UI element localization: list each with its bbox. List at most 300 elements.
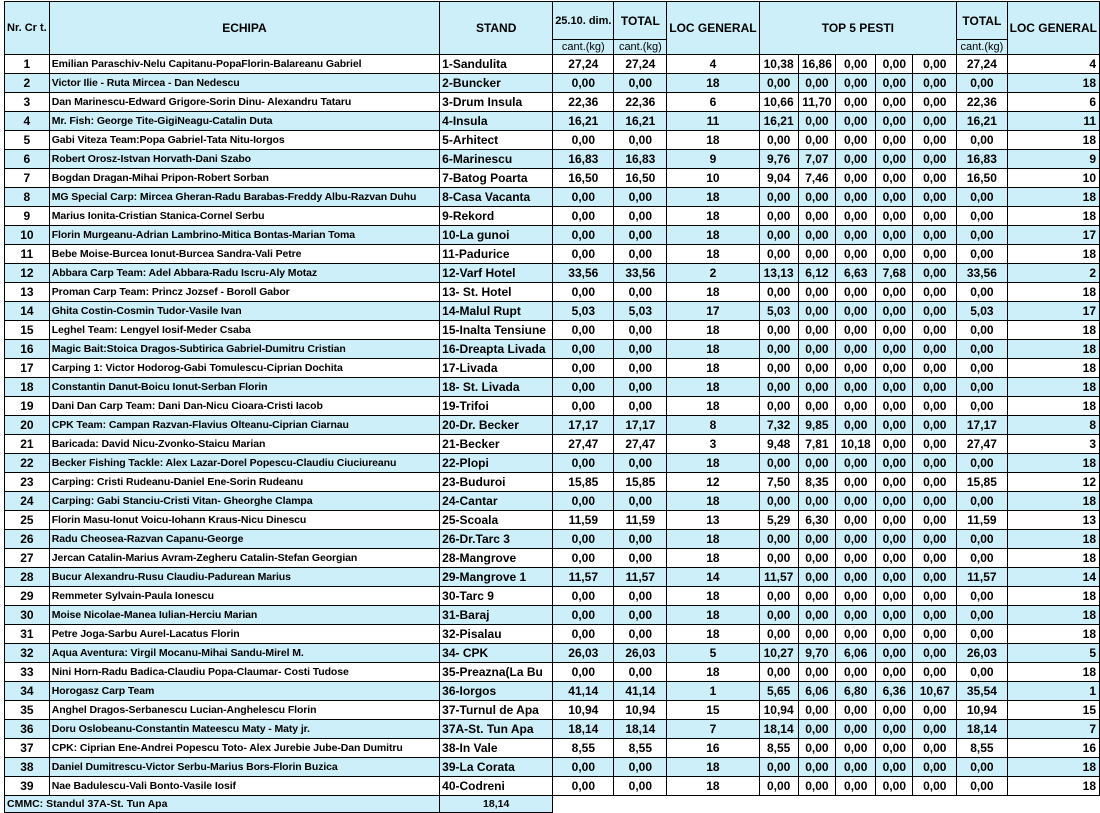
- total-cell: 0,00: [614, 625, 667, 644]
- fish-1-cell: 0,00: [759, 74, 798, 93]
- stand-cell: 22-Plopi: [440, 454, 553, 473]
- fish-5-cell: 0,00: [913, 777, 957, 796]
- header-loc-general-2: LOC GENERAL: [1007, 2, 1099, 55]
- table-row: [5, 682, 1100, 701]
- stand-cell: 20-Dr. Becker: [440, 416, 553, 435]
- dim-cell: 0,00: [553, 397, 614, 416]
- header-unit-total-2: cant.(kg): [957, 40, 1007, 55]
- fish-5-cell: 0,00: [913, 321, 957, 340]
- row-number: 26: [5, 530, 50, 549]
- total-2-cell: 11,59: [957, 511, 1007, 530]
- total-2-cell: 27,24: [957, 55, 1007, 74]
- total-2-cell: 33,56: [957, 264, 1007, 283]
- fish-4-cell: 0,00: [876, 340, 913, 359]
- loc-2-cell: 2: [1007, 264, 1099, 283]
- stand-cell: 34- CPK: [440, 644, 553, 663]
- stand-cell: 21-Becker: [440, 435, 553, 454]
- fish-1-cell: 18,14: [759, 720, 798, 739]
- fish-3-cell: 6,80: [836, 682, 876, 701]
- fish-1-cell: 5,29: [759, 511, 798, 530]
- table-row: [5, 416, 1100, 435]
- fish-4-cell: 0,00: [876, 245, 913, 264]
- team-cell: Robert Orosz-Istvan Horvath-Dani Szabo: [49, 150, 439, 169]
- fish-2-cell: 0,00: [798, 568, 835, 587]
- fish-1-cell: 0,00: [759, 245, 798, 264]
- total-cell: 22,36: [614, 93, 667, 112]
- total-cell: 15,85: [614, 473, 667, 492]
- total-cell: 0,00: [614, 758, 667, 777]
- fish-5-cell: 0,00: [913, 93, 957, 112]
- loc-2-cell: 8: [1007, 416, 1099, 435]
- stand-cell: 37-Turnul de Apa: [440, 701, 553, 720]
- loc-cell: 18: [667, 663, 759, 682]
- fish-5-cell: 0,00: [913, 587, 957, 606]
- fish-1-cell: 0,00: [759, 777, 798, 796]
- table-row: [5, 55, 1100, 74]
- table-row: [5, 112, 1100, 131]
- table-row: [5, 530, 1100, 549]
- fish-1-cell: 5,03: [759, 302, 798, 321]
- fish-2-cell: 0,00: [798, 74, 835, 93]
- fish-5-cell: 0,00: [913, 473, 957, 492]
- row-number: 25: [5, 511, 50, 530]
- dim-cell: 26,03: [553, 644, 614, 663]
- fish-3-cell: 0,00: [836, 454, 876, 473]
- dim-cell: 18,14: [553, 720, 614, 739]
- fish-4-cell: 0,00: [876, 720, 913, 739]
- team-cell: Ghita Costin-Cosmin Tudor-Vasile Ivan: [49, 302, 439, 321]
- fish-1-cell: 0,00: [759, 549, 798, 568]
- fish-1-cell: 8,55: [759, 739, 798, 758]
- team-cell: Petre Joga-Sarbu Aurel-Lacatus Florin: [49, 625, 439, 644]
- fish-3-cell: 0,00: [836, 701, 876, 720]
- fish-5-cell: 0,00: [913, 454, 957, 473]
- total-2-cell: 0,00: [957, 625, 1007, 644]
- fish-5-cell: 0,00: [913, 644, 957, 663]
- fish-3-cell: 0,00: [836, 378, 876, 397]
- fish-1-cell: 0,00: [759, 625, 798, 644]
- table-row: [5, 644, 1100, 663]
- loc-cell: 18: [667, 359, 759, 378]
- fish-1-cell: 0,00: [759, 587, 798, 606]
- fish-2-cell: 0,00: [798, 663, 835, 682]
- total-2-cell: 16,21: [957, 112, 1007, 131]
- fish-1-cell: 9,48: [759, 435, 798, 454]
- stand-cell: 1-Sandulita: [440, 55, 553, 74]
- row-number: 30: [5, 606, 50, 625]
- loc-cell: 18: [667, 758, 759, 777]
- table-row: [5, 74, 1100, 93]
- fish-3-cell: 0,00: [836, 150, 876, 169]
- fish-3-cell: 0,00: [836, 131, 876, 150]
- stand-cell: 38-In Vale: [440, 739, 553, 758]
- loc-cell: 5: [667, 644, 759, 663]
- team-cell: Florin Masu-Ionut Voicu-Iohann Kraus-Nicu Dinescu: [49, 511, 439, 530]
- loc-cell: 18: [667, 606, 759, 625]
- total-2-cell: 0,00: [957, 378, 1007, 397]
- fish-3-cell: 0,00: [836, 777, 876, 796]
- loc-2-cell: 10: [1007, 169, 1099, 188]
- loc-cell: 18: [667, 321, 759, 340]
- fish-4-cell: 0,00: [876, 739, 913, 758]
- fish-2-cell: 0,00: [798, 777, 835, 796]
- fish-3-cell: 0,00: [836, 302, 876, 321]
- dim-cell: 27,24: [553, 55, 614, 74]
- row-number: 22: [5, 454, 50, 473]
- dim-cell: 16,21: [553, 112, 614, 131]
- table-row: [5, 321, 1100, 340]
- stand-cell: 16-Dreapta Livada: [440, 340, 553, 359]
- total-cell: 18,14: [614, 720, 667, 739]
- total-cell: 0,00: [614, 207, 667, 226]
- loc-cell: 18: [667, 188, 759, 207]
- team-cell: Moise Nicolae-Manea Iulian-Herciu Marian: [49, 606, 439, 625]
- table-row: [5, 625, 1100, 644]
- table-row: [5, 739, 1100, 758]
- stand-cell: 3-Drum Insula: [440, 93, 553, 112]
- stand-cell: 31-Baraj: [440, 606, 553, 625]
- fish-4-cell: 0,00: [876, 492, 913, 511]
- fish-3-cell: 0,00: [836, 112, 876, 131]
- header-stand: STAND: [440, 2, 553, 55]
- header-total-2: TOTAL: [957, 2, 1007, 40]
- dim-cell: 0,00: [553, 587, 614, 606]
- loc-2-cell: 7: [1007, 720, 1099, 739]
- fish-1-cell: 0,00: [759, 188, 798, 207]
- loc-2-cell: 12: [1007, 473, 1099, 492]
- team-cell: Carping 1: Victor Hodorog-Gabi Tomulescu-Ciprian Dochita: [49, 359, 439, 378]
- row-number: 8: [5, 188, 50, 207]
- fish-4-cell: 0,00: [876, 625, 913, 644]
- fish-2-cell: 0,00: [798, 378, 835, 397]
- fish-4-cell: 0,00: [876, 530, 913, 549]
- loc-cell: 18: [667, 454, 759, 473]
- dim-cell: 0,00: [553, 625, 614, 644]
- row-number: 38: [5, 758, 50, 777]
- team-cell: Nini Horn-Radu Badica-Claudiu Popa-Claumar- Costi Tudose: [49, 663, 439, 682]
- loc-2-cell: 18: [1007, 492, 1099, 511]
- row-number: 31: [5, 625, 50, 644]
- header-nr: Nr. Cr t.: [5, 2, 50, 55]
- loc-2-cell: 17: [1007, 302, 1099, 321]
- dim-cell: 33,56: [553, 264, 614, 283]
- team-cell: Marius Ionita-Cristian Stanica-Cornel Serbu: [49, 207, 439, 226]
- fish-5-cell: 0,00: [913, 492, 957, 511]
- dim-cell: 0,00: [553, 283, 614, 302]
- fish-4-cell: 0,00: [876, 758, 913, 777]
- fish-1-cell: 7,32: [759, 416, 798, 435]
- fish-1-cell: 10,94: [759, 701, 798, 720]
- header-unit-date: cant.(kg): [553, 40, 614, 55]
- loc-2-cell: 18: [1007, 625, 1099, 644]
- fish-3-cell: 10,18: [836, 435, 876, 454]
- team-cell: CPK Team: Campan Razvan-Flavius Olteanu-Ciprian Ciarnau: [49, 416, 439, 435]
- table-row: [5, 568, 1100, 587]
- stand-cell: 29-Mangrove 1: [440, 568, 553, 587]
- fish-5-cell: 0,00: [913, 511, 957, 530]
- row-number: 24: [5, 492, 50, 511]
- loc-cell: 4: [667, 55, 759, 74]
- loc-2-cell: 18: [1007, 188, 1099, 207]
- table-row: [5, 169, 1100, 188]
- loc-cell: 18: [667, 625, 759, 644]
- row-number: 29: [5, 587, 50, 606]
- total-2-cell: 0,00: [957, 226, 1007, 245]
- total-cell: 17,17: [614, 416, 667, 435]
- team-cell: Mr. Fish: George Tite-GigiNeagu-Catalin Duta: [49, 112, 439, 131]
- total-cell: 0,00: [614, 777, 667, 796]
- fish-2-cell: 0,00: [798, 283, 835, 302]
- fish-5-cell: 0,00: [913, 739, 957, 758]
- total-2-cell: 22,36: [957, 93, 1007, 112]
- fish-1-cell: 13,13: [759, 264, 798, 283]
- total-2-cell: 16,50: [957, 169, 1007, 188]
- total-cell: 16,21: [614, 112, 667, 131]
- row-number: 37: [5, 739, 50, 758]
- stand-cell: 28-Mangrove: [440, 549, 553, 568]
- stand-cell: 39-La Corata: [440, 758, 553, 777]
- stand-cell: 40-Codreni: [440, 777, 553, 796]
- loc-cell: 12: [667, 473, 759, 492]
- stand-cell: 19-Trifoi: [440, 397, 553, 416]
- fish-2-cell: 11,70: [798, 93, 835, 112]
- loc-cell: 10: [667, 169, 759, 188]
- loc-2-cell: 17: [1007, 226, 1099, 245]
- row-number: 15: [5, 321, 50, 340]
- loc-cell: 18: [667, 777, 759, 796]
- fish-3-cell: 0,00: [836, 283, 876, 302]
- results-sheet: [4, 1, 1100, 813]
- row-number: 21: [5, 435, 50, 454]
- loc-cell: 6: [667, 93, 759, 112]
- loc-2-cell: 18: [1007, 321, 1099, 340]
- stand-cell: 26-Dr.Tarc 3: [440, 530, 553, 549]
- table-row: [5, 777, 1100, 796]
- loc-2-cell: 11: [1007, 112, 1099, 131]
- table-row: [5, 207, 1100, 226]
- fish-2-cell: 0,00: [798, 492, 835, 511]
- loc-cell: 18: [667, 226, 759, 245]
- fish-4-cell: 0,00: [876, 777, 913, 796]
- fish-2-cell: 0,00: [798, 454, 835, 473]
- fish-1-cell: 0,00: [759, 207, 798, 226]
- fish-2-cell: 0,00: [798, 245, 835, 264]
- fish-1-cell: 9,76: [759, 150, 798, 169]
- total-cell: 0,00: [614, 74, 667, 93]
- fish-1-cell: 0,00: [759, 359, 798, 378]
- table-row: [5, 302, 1100, 321]
- fish-2-cell: 8,35: [798, 473, 835, 492]
- dim-cell: 0,00: [553, 74, 614, 93]
- dim-cell: 0,00: [553, 245, 614, 264]
- total-cell: 0,00: [614, 492, 667, 511]
- fish-4-cell: 0,00: [876, 416, 913, 435]
- team-cell: Daniel Dumitrescu-Victor Serbu-Marius Bors-Florin Buzica: [49, 758, 439, 777]
- fish-1-cell: 7,50: [759, 473, 798, 492]
- total-cell: 16,83: [614, 150, 667, 169]
- row-number: 4: [5, 112, 50, 131]
- stand-cell: 18- St. Livada: [440, 378, 553, 397]
- row-number: 34: [5, 682, 50, 701]
- total-cell: 0,00: [614, 245, 667, 264]
- total-cell: 10,94: [614, 701, 667, 720]
- table-row: [5, 340, 1100, 359]
- row-number: 13: [5, 283, 50, 302]
- footer-value: 18,14: [440, 796, 553, 813]
- fish-2-cell: 0,00: [798, 720, 835, 739]
- loc-cell: 18: [667, 131, 759, 150]
- fish-2-cell: 6,12: [798, 264, 835, 283]
- stand-cell: 36-Iorgos: [440, 682, 553, 701]
- team-cell: Nae Badulescu-Vali Bonto-Vasile Iosif: [49, 777, 439, 796]
- stand-cell: 13- St. Hotel: [440, 283, 553, 302]
- loc-cell: 14: [667, 568, 759, 587]
- total-cell: 41,14: [614, 682, 667, 701]
- stand-cell: 30-Tarc 9: [440, 587, 553, 606]
- loc-cell: 13: [667, 511, 759, 530]
- loc-2-cell: 18: [1007, 758, 1099, 777]
- fish-1-cell: 10,66: [759, 93, 798, 112]
- dim-cell: 0,00: [553, 188, 614, 207]
- total-2-cell: 0,00: [957, 188, 1007, 207]
- team-cell: Carping: Cristi Rudeanu-Daniel Ene-Sorin Rudeanu: [49, 473, 439, 492]
- total-cell: 0,00: [614, 663, 667, 682]
- total-2-cell: 0,00: [957, 131, 1007, 150]
- dim-cell: 0,00: [553, 207, 614, 226]
- dim-cell: 16,50: [553, 169, 614, 188]
- total-cell: 8,55: [614, 739, 667, 758]
- fish-2-cell: 9,85: [798, 416, 835, 435]
- fish-4-cell: 0,00: [876, 663, 913, 682]
- table-row: [5, 188, 1100, 207]
- team-cell: Victor Ilie - Ruta Mircea - Dan Nedescu: [49, 74, 439, 93]
- total-2-cell: 18,14: [957, 720, 1007, 739]
- dim-cell: 8,55: [553, 739, 614, 758]
- row-number: 10: [5, 226, 50, 245]
- fish-2-cell: 0,00: [798, 739, 835, 758]
- stand-cell: 25-Scoala: [440, 511, 553, 530]
- team-cell: Dan Marinescu-Edward Grigore-Sorin Dinu- Alexandru Tataru: [49, 93, 439, 112]
- fish-3-cell: 0,00: [836, 245, 876, 264]
- loc-cell: 16: [667, 739, 759, 758]
- total-cell: 0,00: [614, 359, 667, 378]
- fish-5-cell: 0,00: [913, 207, 957, 226]
- fish-2-cell: 16,86: [798, 55, 835, 74]
- loc-2-cell: 18: [1007, 587, 1099, 606]
- loc-2-cell: 18: [1007, 777, 1099, 796]
- fish-5-cell: 0,00: [913, 302, 957, 321]
- loc-2-cell: 18: [1007, 283, 1099, 302]
- total-2-cell: 0,00: [957, 606, 1007, 625]
- stand-cell: 8-Casa Vacanta: [440, 188, 553, 207]
- team-cell: Becker Fishing Tackle: Alex Lazar-Dorel Popescu-Claudiu Ciuciureanu: [49, 454, 439, 473]
- total-cell: 0,00: [614, 188, 667, 207]
- loc-2-cell: 18: [1007, 207, 1099, 226]
- fish-1-cell: 5,65: [759, 682, 798, 701]
- fish-3-cell: 0,00: [836, 739, 876, 758]
- fish-2-cell: 0,00: [798, 226, 835, 245]
- total-2-cell: 11,57: [957, 568, 1007, 587]
- stand-cell: 12-Varf Hotel: [440, 264, 553, 283]
- row-number: 2: [5, 74, 50, 93]
- row-number: 12: [5, 264, 50, 283]
- team-cell: Constantin Danut-Boicu Ionut-Serban Florin: [49, 378, 439, 397]
- fish-3-cell: 0,00: [836, 663, 876, 682]
- table-row: [5, 264, 1100, 283]
- loc-2-cell: 3: [1007, 435, 1099, 454]
- total-2-cell: 0,00: [957, 207, 1007, 226]
- fish-2-cell: 9,70: [798, 644, 835, 663]
- row-number: 27: [5, 549, 50, 568]
- fish-5-cell: 0,00: [913, 530, 957, 549]
- total-2-cell: 16,83: [957, 150, 1007, 169]
- dim-cell: 27,47: [553, 435, 614, 454]
- loc-cell: 8: [667, 416, 759, 435]
- fish-1-cell: 0,00: [759, 454, 798, 473]
- header-top5: TOP 5 PESTI: [759, 2, 957, 55]
- total-cell: 11,57: [614, 568, 667, 587]
- fish-1-cell: 10,38: [759, 55, 798, 74]
- loc-2-cell: 18: [1007, 378, 1099, 397]
- fish-2-cell: 0,00: [798, 701, 835, 720]
- total-cell: 11,59: [614, 511, 667, 530]
- fish-5-cell: 0,00: [913, 397, 957, 416]
- total-2-cell: 0,00: [957, 492, 1007, 511]
- fish-2-cell: 0,00: [798, 131, 835, 150]
- stand-cell: 9-Rekord: [440, 207, 553, 226]
- loc-2-cell: 18: [1007, 663, 1099, 682]
- loc-cell: 18: [667, 549, 759, 568]
- fish-3-cell: 0,00: [836, 416, 876, 435]
- team-cell: Bogdan Dragan-Mihai Pripon-Robert Sorban: [49, 169, 439, 188]
- fish-5-cell: 0,00: [913, 758, 957, 777]
- team-cell: Baricada: David Nicu-Zvonko-Staicu Marian: [49, 435, 439, 454]
- loc-cell: 11: [667, 112, 759, 131]
- stand-cell: 17-Livada: [440, 359, 553, 378]
- dim-cell: 0,00: [553, 378, 614, 397]
- team-cell: Proman Carp Team: Princz Jozsef - Boroll Gabor: [49, 283, 439, 302]
- fish-5-cell: 0,00: [913, 169, 957, 188]
- fish-1-cell: 0,00: [759, 378, 798, 397]
- team-cell: Leghel Team: Lengyel Iosif-Meder Csaba: [49, 321, 439, 340]
- row-number: 3: [5, 93, 50, 112]
- fish-1-cell: 11,57: [759, 568, 798, 587]
- total-2-cell: 0,00: [957, 74, 1007, 93]
- total-2-cell: 5,03: [957, 302, 1007, 321]
- fish-3-cell: 0,00: [836, 359, 876, 378]
- row-number: 17: [5, 359, 50, 378]
- fish-5-cell: 0,00: [913, 625, 957, 644]
- fish-3-cell: 0,00: [836, 530, 876, 549]
- fish-5-cell: 0,00: [913, 416, 957, 435]
- total-cell: 0,00: [614, 340, 667, 359]
- team-cell: MG Special Carp: Mircea Gheran-Radu Barabas-Freddy Albu-Razvan Duhu: [49, 188, 439, 207]
- team-cell: Horogasz Carp Team: [49, 682, 439, 701]
- table-row: [5, 549, 1100, 568]
- row-number: 28: [5, 568, 50, 587]
- fish-2-cell: 0,00: [798, 321, 835, 340]
- fish-3-cell: 0,00: [836, 397, 876, 416]
- total-cell: 27,47: [614, 435, 667, 454]
- total-2-cell: 17,17: [957, 416, 1007, 435]
- fish-2-cell: 0,00: [798, 758, 835, 777]
- fish-5-cell: 0,00: [913, 549, 957, 568]
- fish-4-cell: 0,00: [876, 587, 913, 606]
- fish-5-cell: 0,00: [913, 74, 957, 93]
- fish-1-cell: 0,00: [759, 758, 798, 777]
- loc-cell: 18: [667, 340, 759, 359]
- fish-3-cell: 0,00: [836, 625, 876, 644]
